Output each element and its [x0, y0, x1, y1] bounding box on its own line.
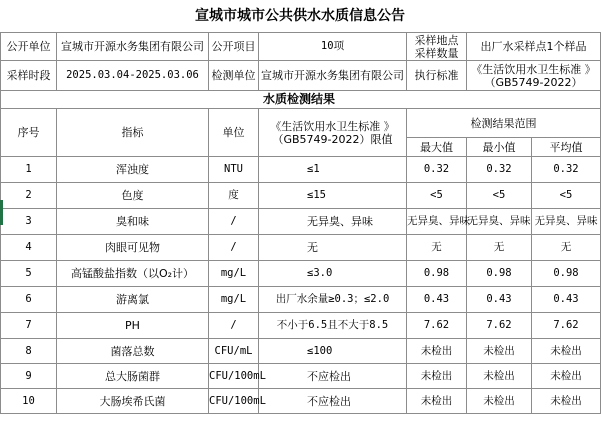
header-range: 检测结果范围 [407, 109, 601, 138]
cell-avg: 0.43 [532, 287, 601, 313]
cell-unit: NTU [209, 157, 259, 183]
cell-unit: 度 [209, 183, 259, 209]
cell-max: 7.62 [407, 313, 467, 339]
cell-limit: ≤100 [259, 339, 407, 364]
table-row [1, 261, 601, 287]
cell-indicator: PH [57, 313, 209, 339]
cell-unit: / [209, 313, 259, 339]
cell-avg: 0.98 [532, 261, 601, 287]
cell-seq: 1 [1, 157, 57, 183]
header-unit: 单位 [209, 109, 259, 157]
page-title: 宣城市城市公共供水水质信息公告 [195, 8, 405, 24]
table-row [1, 287, 601, 313]
cell-indicator: 臭和味 [57, 209, 209, 235]
cell-limit: ≤15 [259, 183, 407, 209]
cell-indicator: 游离氯 [57, 287, 209, 313]
header-indicator: 指标 [57, 109, 209, 157]
cell-max: 0.98 [407, 261, 467, 287]
value-publisher: 宣城市开源水务集团有限公司 [57, 33, 209, 61]
cell-unit: / [209, 235, 259, 261]
cell-max: 无异臭、异味 [407, 209, 467, 235]
info-row-1 [1, 33, 601, 61]
table-row [1, 183, 601, 209]
cell-min: 未检出 [467, 389, 532, 414]
cell-limit: 不小于6.5且不大于8.5 [259, 313, 407, 339]
cell-limit: 无异臭、异味 [259, 209, 407, 235]
section-title: 水质检测结果 [1, 91, 601, 109]
cell-seq: 6 [1, 287, 57, 313]
cell-min: 0.32 [467, 157, 532, 183]
header-max: 最大值 [407, 138, 467, 157]
cell-avg: 未检出 [532, 364, 601, 389]
cell-indicator: 菌落总数 [57, 339, 209, 364]
cell-max: <5 [407, 183, 467, 209]
cell-avg: 7.62 [532, 313, 601, 339]
label-sampling-period: 采样时段 [1, 61, 57, 91]
cell-limit: 出厂水余量≥0.3；≤2.0 [259, 287, 407, 313]
header-min: 最小值 [467, 138, 532, 157]
cell-seq: 4 [1, 235, 57, 261]
value-project: 10项 [259, 33, 407, 61]
cell-max: 未检出 [407, 364, 467, 389]
cell-limit: 不应检出 [259, 364, 407, 389]
cell-min: <5 [467, 183, 532, 209]
cell-indicator: 总大肠菌群 [57, 364, 209, 389]
value-sampling-period: 2025.03.04-2025.03.06 [57, 61, 209, 91]
cell-limit: 不应检出 [259, 389, 407, 414]
cell-unit: mg/L [209, 261, 259, 287]
cell-seq: 9 [1, 364, 57, 389]
cell-max: 0.32 [407, 157, 467, 183]
label-standard: 执行标准 [407, 61, 467, 91]
cell-max: 未检出 [407, 339, 467, 364]
cell-avg: 无 [532, 235, 601, 261]
cell-avg: 未检出 [532, 389, 601, 414]
cell-seq: 7 [1, 313, 57, 339]
cell-unit: CFU/100mL [209, 364, 259, 389]
table-row [1, 157, 601, 183]
label-testing-unit: 检测单位 [209, 61, 259, 91]
cell-avg: <5 [532, 183, 601, 209]
cell-avg: 0.32 [532, 157, 601, 183]
cell-min: 无异臭、异味 [467, 209, 532, 235]
cell-seq: 10 [1, 389, 57, 414]
cell-indicator: 大肠埃希氏菌 [57, 389, 209, 414]
cell-seq: 8 [1, 339, 57, 364]
cell-unit: CFU/100mL [209, 389, 259, 414]
header-avg: 平均值 [532, 138, 601, 157]
header-seq: 序号 [1, 109, 57, 157]
table-row [1, 364, 601, 389]
section-row [1, 91, 601, 109]
table-row [1, 339, 601, 364]
cell-min: 0.98 [467, 261, 532, 287]
cell-selection-marker [0, 200, 3, 225]
table-row [1, 389, 601, 414]
table-row [1, 209, 601, 235]
cell-min: 未检出 [467, 364, 532, 389]
cell-indicator: 浑浊度 [57, 157, 209, 183]
notice-table [0, 32, 601, 414]
cell-limit: ≤3.0 [259, 261, 407, 287]
value-testing-unit: 宣城市开源水务集团有限公司 [259, 61, 407, 91]
cell-unit: / [209, 209, 259, 235]
cell-min: 无 [467, 235, 532, 261]
cell-limit: ≤1 [259, 157, 407, 183]
cell-min: 0.43 [467, 287, 532, 313]
cell-min: 7.62 [467, 313, 532, 339]
header-limit: 《生活饮用水卫生标准 》 （GB5749-2022）限值 [259, 109, 407, 157]
label-publisher: 公开单位 [1, 33, 57, 61]
cell-indicator: 肉眼可见物 [57, 235, 209, 261]
cell-indicator: 色度 [57, 183, 209, 209]
value-sampling-site: 出厂水采样点1个样品 [467, 33, 601, 61]
table-row [1, 313, 601, 339]
cell-seq: 3 [1, 209, 57, 235]
label-project: 公开项目 [209, 33, 259, 61]
cell-avg: 无异臭、异味 [532, 209, 601, 235]
cell-min: 未检出 [467, 339, 532, 364]
cell-limit: 无 [259, 235, 407, 261]
header-row-1 [1, 109, 601, 138]
cell-seq: 2 [1, 183, 57, 209]
cell-unit: CFU/mL [209, 339, 259, 364]
value-standard: 《生活饮用水卫生标准 》 （GB5749-2022） [467, 61, 601, 91]
cell-avg: 未检出 [532, 339, 601, 364]
cell-max: 0.43 [407, 287, 467, 313]
info-row-2 [1, 61, 601, 91]
label-sampling-site: 采样地点 采样数量 [407, 33, 467, 61]
table-row [1, 235, 601, 261]
cell-max: 未检出 [407, 389, 467, 414]
cell-seq: 5 [1, 261, 57, 287]
cell-unit: mg/L [209, 287, 259, 313]
cell-max: 无 [407, 235, 467, 261]
cell-indicator: 高锰酸盐指数（以O₂计） [57, 261, 209, 287]
